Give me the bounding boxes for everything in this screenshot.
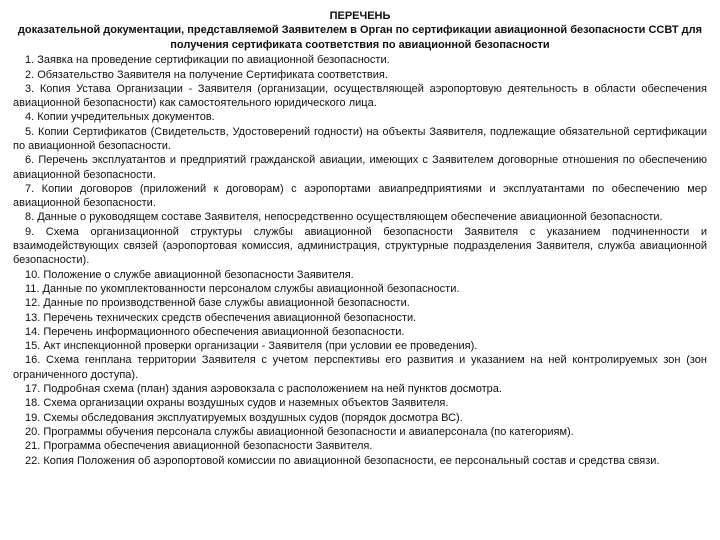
- list-item: 2. Обязательство Заявителя на получение Сертификата соответствия.: [25, 68, 388, 81]
- document-title: ПЕРЕЧЕНЬ: [329, 10, 391, 22]
- list-item: 6. Перечень эксплуатантов и предприятий гражданской авиации, имеющих с Заявителем договорные отношения по обеспечению авиационной безопасности.: [13, 154, 707, 181]
- list-item: 1. Заявка на проведение сертификации по авиационной безопасности.: [25, 54, 390, 67]
- document-subtitle: доказательной документации, представляемой Заявителем в Орган по сертификации авиационной безопасности ССВТ для получения сертификата соответствия по авиационной безопасности: [17, 24, 703, 51]
- list-item: 3. Копия Устава Организации - Заявителя (организации, осуществляющей аэропортовую деятельность в области обеспечения авиационной безопасности) как самостоятельного юридического лица.: [13, 82, 707, 110]
- list-item: 5. Копии Сертификатов (Свидетельств, Удостоверений годности) на объекты Заявителя, подлежащие обязательной сертификации по авиационной безопасности.: [13, 125, 707, 152]
- list-item: 15. Акт инспекционной проверки организации - Заявителя (при условии ее проведения).: [25, 340, 478, 353]
- list-item: 9. Схема организационной структуры службы авиационной безопасности Заявителя с указанием подчиненности и взаимодействующих связей (аэропортовая комиссия, администрация, структурные подразделения Заявителя, служба авиационной безопасности).: [13, 225, 707, 267]
- list-item: 18. Схема организации охраны воздушных судов и наземных объектов Заявителя.: [25, 397, 449, 410]
- list-item: 7. Копии договоров (приложений к договорам) с аэропортами авиапредприятиями и эксплуатантами по обеспечению мер авиационной безопасности.: [13, 182, 707, 210]
- list-item: 13. Перечень технических средств обеспечения авиационной безопасности.: [25, 311, 417, 324]
- list-item: 22. Копия Положения об аэропортовой комиссии по авиационной безопасности, ее персональный состав и средства связи.: [25, 454, 660, 467]
- list-item: 4. Копии учредительных документов.: [25, 111, 215, 124]
- document-list: [13, 53, 707, 468]
- list-item: 17. Подробная схема (план) здания аэровокзала с расположением на ней пунктов досмотра.: [25, 383, 502, 396]
- list-item: 19. Схемы обследования эксплуатируемых воздушных судов (порядок досмотра ВС).: [25, 411, 463, 424]
- list-item: 8. Данные о руководящем составе Заявителя, непосредственно осуществляющем обеспечение авиационной безопасности.: [25, 211, 663, 224]
- list-item: 20. Программы обучения персонала службы авиационной безопасности и авиаперсонала (по категориям).: [25, 425, 574, 438]
- list-item: 21. Программа обеспечения авиационной безопасности Заявителя.: [25, 440, 373, 453]
- list-item: 12. Данные по производственной базе службы авиационной безопасности.: [25, 297, 410, 310]
- list-item: 11. Данные по укомплектованности персоналом службы авиационной безопасности.: [25, 282, 460, 295]
- list-item: 16. Схема генплана территории Заявителя с учетом перспективы его развития и указанием на ней контролируемых зон (зон ограниченного доступа).: [13, 354, 707, 381]
- list-item: 10. Положение о службе авиационной безопасности Заявителя.: [25, 268, 354, 281]
- list-item: 14. Перечень информационного обеспечения авиационной безопасности.: [25, 325, 405, 338]
